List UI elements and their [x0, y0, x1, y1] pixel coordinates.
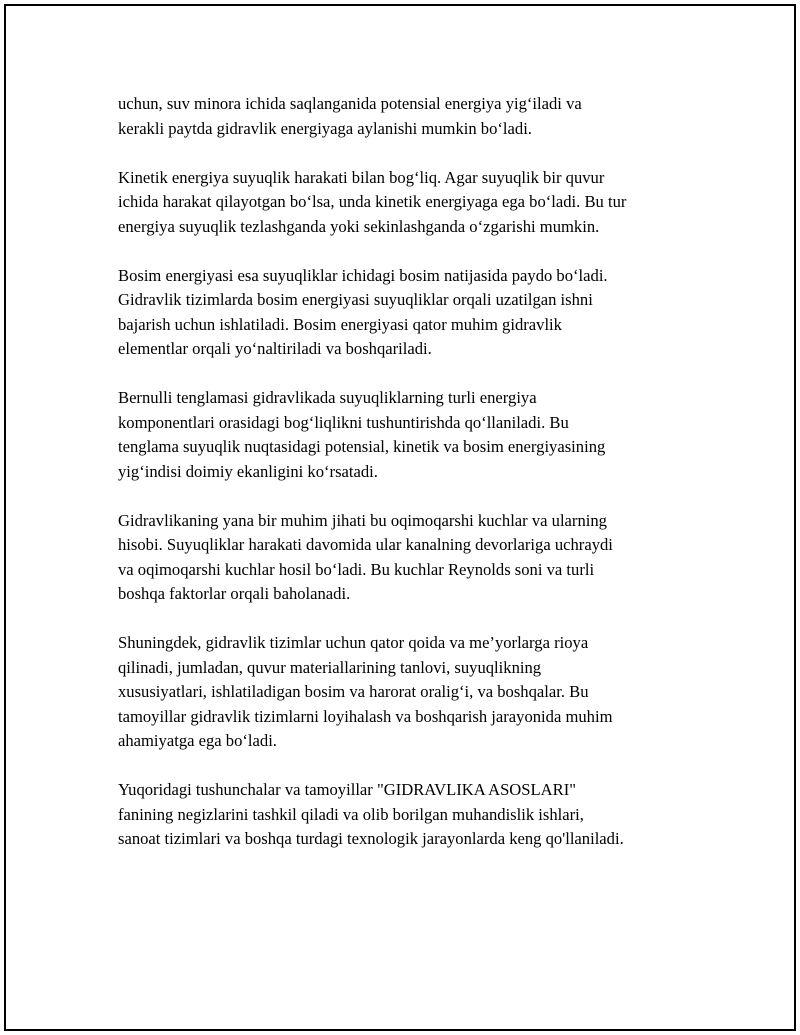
text-line: kerakli paytda gidravlik energiyaga aylanishi mumkin bo‘ladi.: [118, 118, 532, 138]
text-line: tenglama suyuqlik nuqtasidagi potensial, kinetik va bosim energiyasining: [118, 437, 606, 456]
text-line: elementlar orqali yo‘naltiriladi va boshqariladi.: [118, 339, 432, 358]
paragraph: [118, 778, 698, 852]
text-line: Bosim energiyasi esa suyuqliklar ichidagi bosim natijasida paydo bo‘ladi.: [118, 265, 608, 285]
text-line: xususiyatlari, ishlatiladigan bosim va harorat oralig‘i, va boshqalar. Bu: [118, 682, 589, 701]
text-line: ahamiyatga ega bo‘ladi.: [118, 731, 277, 750]
text-line: Shuningdek, gidravlik tizimlar uchun qator qoida va me’yorlarga rioya: [118, 633, 589, 652]
text-line: qilinadi, jumladan, quvur materiallarining tanlovi, suyuqlikning: [118, 657, 542, 677]
text-line: hisobi. Suyuqliklar harakati davomida ular kanalning devorlariga uchraydi: [118, 535, 613, 554]
text-line: Bernulli tenglamasi gidravlikada suyuqliklarning turli energiya: [118, 388, 537, 407]
paragraph: [118, 166, 698, 240]
text-line: komponentlari orasidagi bog‘liqlikni tushuntirishda qo‘llaniladi. Bu: [118, 412, 569, 432]
text-line: Kinetik energiya suyuqlik harakati bilan bog‘liq. Agar suyuqlik bir quvur: [118, 167, 605, 187]
text-line: uchun, suv minora ichida saqlanganida potensial energiya yig‘iladi va: [118, 94, 582, 113]
text-line: Gidravlikaning yana bir muhim jihati bu oqimoqarshi kuchlar va ularning: [118, 510, 607, 530]
text-line: Gidravlik tizimlarda bosim energiyasi suyuqliklar orqali uzatilgan ishni: [118, 290, 593, 309]
text-line: sanoat tizimlari va boshqa turdagi texnologik jarayonlarda keng qo'llaniladi.: [118, 829, 624, 848]
text-line: energiya suyuqlik tezlashganda yoki sekinlashganda o‘zgarishi mumkin.: [118, 216, 600, 236]
text-line: yig‘indisi doimiy ekanligini ko‘rsatadi.: [118, 461, 378, 481]
text-line: boshqa faktorlar orqali baholanadi.: [118, 584, 351, 603]
text-line: bajarish uchun ishlatiladi. Bosim energiyasi qator muhim gidravlik: [118, 314, 562, 334]
paragraph: [118, 92, 698, 141]
text-line: Yuqoridagi tushunchalar va tamoyillar "GIDRAVLIKA ASOSLARI": [118, 780, 576, 799]
paragraph: [118, 264, 698, 362]
text-line: tamoyillar gidravlik tizimlarni loyihalash va boshqarish jarayonida muhim: [118, 706, 613, 726]
text-line: va oqimoqarshi kuchlar hosil bo‘ladi. Bu kuchlar Reynolds soni va turli: [118, 559, 595, 579]
paragraph: [118, 509, 698, 607]
text-line: ichida harakat qilayotgan bo‘lsa, unda kinetik energiyaga ega bo‘ladi. Bu tur: [118, 192, 627, 211]
document-body: [118, 92, 698, 876]
text-line: fanining negizlarini tashkil qiladi va olib borilgan muhandislik ishlari,: [118, 804, 584, 824]
paragraph: [118, 631, 698, 754]
paragraph: [118, 386, 698, 484]
